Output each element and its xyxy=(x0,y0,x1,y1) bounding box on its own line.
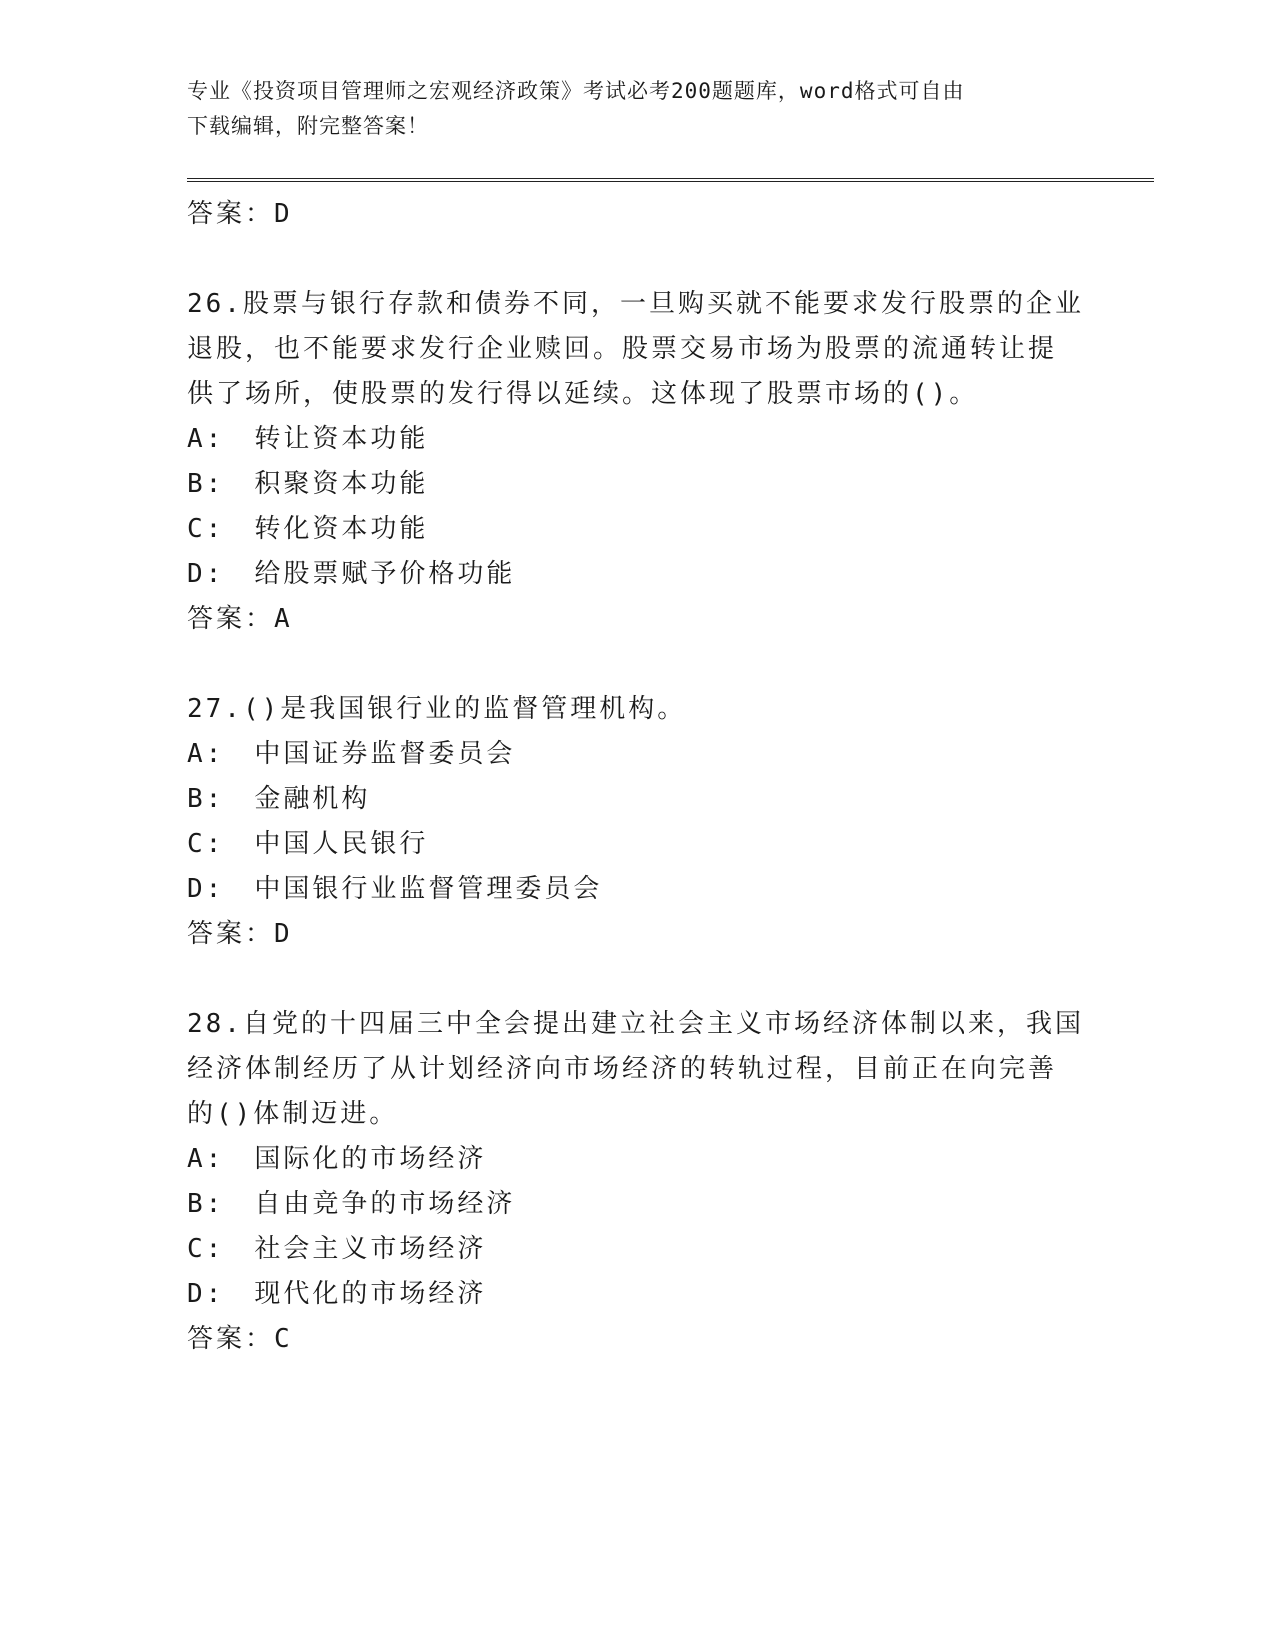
header-line-2: 下载编辑，附完整答案！ xyxy=(187,114,429,138)
option-text: 转让资本功能 xyxy=(254,424,429,454)
answer-previous: 答案：D xyxy=(187,199,293,229)
question-text-line: 经济体制经历了从计划经济向市场经济的转轨过程，目前正在向完善 xyxy=(187,1054,1058,1084)
option-letter: B: xyxy=(187,469,225,499)
question-27 xyxy=(187,687,1087,957)
option-a xyxy=(187,732,1087,777)
option-letter: C: xyxy=(187,514,225,544)
option-text: 现代化的市场经济 xyxy=(254,1279,487,1309)
option-d xyxy=(187,1272,1087,1317)
option-text: 国际化的市场经济 xyxy=(254,1144,487,1174)
document-header xyxy=(187,74,1067,144)
header-line-1: 专业《投资项目管理师之宏观经济政策》考试必考200题题库，word格式可自由 xyxy=(187,79,965,103)
option-text: 金融机构 xyxy=(254,784,371,814)
question-26 xyxy=(187,282,1087,642)
option-c xyxy=(187,1227,1087,1272)
option-letter: D: xyxy=(187,559,225,589)
answer-28: 答案：C xyxy=(187,1324,293,1354)
question-text-line: 26.股票与银行存款和债券不同，一旦购买就不能要求发行股票的企业 xyxy=(187,289,1084,319)
option-letter: C: xyxy=(187,1234,225,1264)
option-text: 中国银行业监督管理委员会 xyxy=(254,874,603,904)
option-letter: A: xyxy=(187,739,225,769)
option-text: 中国证券监督委员会 xyxy=(254,739,516,769)
option-letter: C: xyxy=(187,829,225,859)
option-text: 转化资本功能 xyxy=(254,514,429,544)
option-a xyxy=(187,1137,1087,1182)
question-text-line: 28.自党的十四届三中全会提出建立社会主义市场经济体制以来，我国 xyxy=(187,1009,1084,1039)
question-28 xyxy=(187,1002,1087,1362)
option-c xyxy=(187,507,1087,552)
question-text-line: 退股，也不能要求发行企业赎回。股票交易市场为股票的流通转让提 xyxy=(187,334,1058,364)
option-letter: B: xyxy=(187,784,225,814)
option-text: 给股票赋予价格功能 xyxy=(254,559,516,589)
option-text: 中国人民银行 xyxy=(254,829,429,859)
option-letter: D: xyxy=(187,874,225,904)
option-text: 自由竞争的市场经济 xyxy=(254,1189,516,1219)
answer-26: 答案：A xyxy=(187,604,293,634)
document-body xyxy=(187,192,1087,1362)
option-b xyxy=(187,777,1087,822)
question-text-line: 的()体制迈进。 xyxy=(187,1099,399,1129)
option-text: 积聚资本功能 xyxy=(254,469,429,499)
header-divider xyxy=(187,178,1154,182)
option-b xyxy=(187,1182,1087,1227)
option-letter: D: xyxy=(187,1279,225,1309)
option-letter: B: xyxy=(187,1189,225,1219)
answer-27: 答案：D xyxy=(187,919,293,949)
question-text-line: 供了场所，使股票的发行得以延续。这体现了股票市场的()。 xyxy=(187,379,979,409)
option-a xyxy=(187,417,1087,462)
option-letter: A: xyxy=(187,1144,225,1174)
option-c xyxy=(187,822,1087,867)
option-text: 社会主义市场经济 xyxy=(254,1234,487,1264)
option-letter: A: xyxy=(187,424,225,454)
option-d xyxy=(187,867,1087,912)
option-d xyxy=(187,552,1087,597)
option-b xyxy=(187,462,1087,507)
question-text-line: 27.()是我国银行业的监督管理机构。 xyxy=(187,694,687,724)
